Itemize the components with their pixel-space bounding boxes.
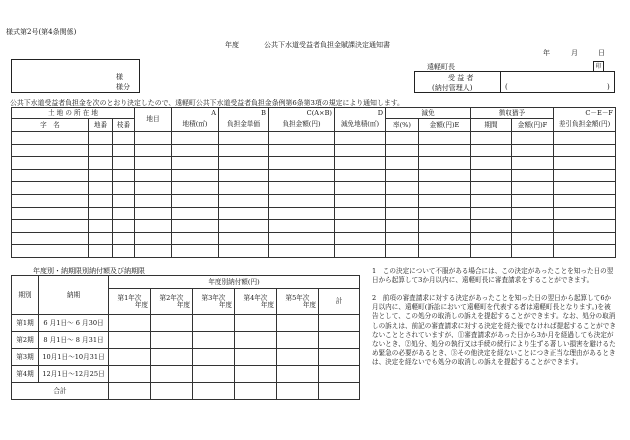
table-cell	[172, 144, 219, 157]
table-cell	[113, 207, 135, 220]
table-cell	[172, 220, 219, 233]
date-month: 月	[571, 49, 578, 57]
table-cell	[471, 182, 512, 195]
h-chimoku: 地目	[135, 108, 172, 132]
table-cell	[12, 245, 89, 258]
table-cell	[219, 132, 269, 145]
h-amount: 負担金額(円)	[269, 119, 335, 132]
table-cell	[386, 157, 419, 170]
table-cell	[419, 220, 471, 233]
table-cell	[172, 157, 219, 170]
table-cell	[113, 194, 135, 207]
table-cell	[113, 169, 135, 182]
table-cell	[89, 194, 113, 207]
table-cell	[269, 144, 335, 157]
installment-title: 年度別・納期限別納付額及び納期限	[33, 267, 145, 275]
table-cell	[135, 144, 172, 157]
table-cell	[172, 194, 219, 207]
table-cell	[335, 132, 386, 145]
issuer-name: 遠軽町長	[427, 63, 455, 71]
h-nouki: 納期	[39, 276, 109, 315]
h-period: 期間	[471, 119, 512, 132]
table-cell	[471, 194, 512, 207]
note-2: 2 前項の審査請求に対する決定があったことを知った日の翌日から起算して6か月以内に、遠軽町(訴訟において遠軽町を代表する者は遠軽町長となります。)を被告として、この処分の取消しの訴えを提起することができます。なお、処分の取消しの訴えは、前記の審査請求に対する決定を経た後でなければ提起することができないこととされていますが、①審査請求があった日から3か月を経過しても決定がないとき、②処分、処分の執行又は手続の続行により生ずる著しい損害を避けるため緊急の必要があるとき、③その他決定を経ないことにつき正当な理由があるときは、決定を経ないでも処分の取消しの訴えを提起することができます。	[372, 294, 616, 367]
table-cell	[269, 232, 335, 245]
beneficiary-paren-close: )	[607, 83, 610, 91]
table-row	[12, 157, 616, 170]
table-cell	[12, 220, 89, 233]
h-year-4: 第4年次 年度	[235, 289, 277, 315]
table-cell	[554, 157, 616, 170]
table-cell	[89, 207, 113, 220]
table-row	[12, 132, 616, 145]
table-cell	[12, 169, 89, 182]
h-area: 地積(㎡)	[172, 119, 219, 132]
table-cell	[554, 182, 616, 195]
term-2: 第2期	[12, 332, 39, 349]
table-cell	[219, 207, 269, 220]
h-A: A	[172, 108, 219, 119]
table-row	[12, 194, 616, 207]
table-cell	[554, 169, 616, 182]
table-cell	[113, 144, 135, 157]
beneficiary-paren-open: (	[505, 83, 508, 91]
table-cell	[512, 132, 554, 145]
note-1: 1 この決定について不服がある場合には、この決定があったことを知った日の翌日から起算して3か月以内に、遠軽町長に審査請求をすることができます。	[372, 267, 614, 285]
table-cell	[419, 194, 471, 207]
table-cell	[335, 144, 386, 157]
table-row	[12, 207, 616, 220]
table-cell	[386, 220, 419, 233]
seal-mark: 印	[593, 61, 604, 72]
form-id: 様式第2号(第4条関係)	[6, 28, 77, 36]
table-cell	[219, 194, 269, 207]
period-4: 12月1日～12月25日	[39, 366, 109, 383]
table-cell	[419, 132, 471, 145]
term-1: 第1期	[12, 315, 39, 332]
table-cell	[386, 232, 419, 245]
table-cell	[135, 245, 172, 258]
table-cell	[172, 245, 219, 258]
table-cell	[89, 157, 113, 170]
table-cell	[512, 232, 554, 245]
table-cell	[172, 182, 219, 195]
table-cell	[335, 182, 386, 195]
table-cell	[89, 182, 113, 195]
table-cell	[386, 132, 419, 145]
title-year: 年度	[225, 41, 239, 49]
h-rate: 率(%)	[386, 119, 419, 132]
h-unit: 負担金単価	[219, 119, 269, 132]
table-cell	[335, 232, 386, 245]
table-cell	[335, 245, 386, 258]
table-cell	[471, 232, 512, 245]
table-cell	[269, 169, 335, 182]
table-cell	[89, 144, 113, 157]
table-cell	[219, 245, 269, 258]
table-cell	[219, 169, 269, 182]
h-CEF: C－E－F	[554, 108, 616, 119]
table-cell	[512, 144, 554, 157]
table-cell	[135, 182, 172, 195]
table-cell	[89, 232, 113, 245]
assessment-table	[11, 107, 616, 258]
table-cell	[386, 144, 419, 157]
table-cell	[219, 144, 269, 157]
table-cell	[512, 182, 554, 195]
table-cell	[512, 169, 554, 182]
table-cell	[419, 245, 471, 258]
h-yearly: 年度別納付額(円)	[109, 276, 360, 289]
table-cell	[386, 194, 419, 207]
table-cell	[113, 157, 135, 170]
table-cell	[12, 232, 89, 245]
table-cell	[554, 207, 616, 220]
h-genmen: 減免	[386, 108, 471, 119]
table-row	[12, 220, 616, 233]
h-total: 計	[319, 289, 360, 315]
intro-text: 公共下水道受益者負担金を次のとおり決定したので、遠軽町公共下水道受益者負担金条例第6条第3項の規定により通知します。	[10, 99, 404, 107]
table-cell	[471, 220, 512, 233]
table-cell	[113, 245, 135, 258]
table-row	[12, 245, 616, 258]
table-cell	[269, 245, 335, 258]
table-cell	[113, 132, 135, 145]
h-CAB: C(A×B)	[269, 108, 335, 119]
h-kibetsu: 期別	[12, 276, 39, 315]
table-cell	[386, 207, 419, 220]
table-cell	[335, 207, 386, 220]
table-cell	[471, 207, 512, 220]
table-cell	[135, 132, 172, 145]
table-cell	[386, 169, 419, 182]
table-cell	[419, 157, 471, 170]
h-net: 差引負担金額(円)	[554, 119, 616, 132]
table-cell	[89, 132, 113, 145]
date-year: 年	[543, 49, 550, 57]
table-cell	[135, 207, 172, 220]
table-cell	[219, 182, 269, 195]
term-3: 第3期	[12, 349, 39, 366]
beneficiary-label: 受 益 者	[448, 74, 474, 82]
table-cell	[12, 207, 89, 220]
table-row	[12, 169, 616, 182]
table-cell	[12, 132, 89, 145]
h-chiban: 地番	[89, 119, 113, 132]
h-B: B	[219, 108, 269, 119]
table-cell	[219, 220, 269, 233]
table-cell	[419, 144, 471, 157]
term-4: 第4期	[12, 366, 39, 383]
table-cell	[89, 220, 113, 233]
table-cell	[12, 144, 89, 157]
table-cell	[269, 182, 335, 195]
table-cell	[269, 194, 335, 207]
table-cell	[269, 132, 335, 145]
table-cell	[512, 194, 554, 207]
table-row	[12, 182, 616, 195]
table-row	[12, 232, 616, 245]
table-cell	[12, 182, 89, 195]
addressee-sama: 様	[116, 73, 123, 81]
table-cell	[269, 157, 335, 170]
table-cell	[135, 169, 172, 182]
table-cell	[219, 232, 269, 245]
period-3: 10月1日～10月31日	[39, 349, 109, 366]
table-cell	[471, 132, 512, 145]
h-genmen-amount: 金額(円)E	[419, 119, 471, 132]
table-cell	[113, 220, 135, 233]
table-cell	[269, 220, 335, 233]
h-exempt-area: 減免地積(㎡)	[335, 119, 386, 132]
page-title: 公共下水道受益者負担金賦課決定通知書	[264, 41, 390, 49]
date-day: 日	[598, 49, 605, 57]
table-cell	[386, 245, 419, 258]
table-cell	[419, 232, 471, 245]
h-D: D	[335, 108, 386, 119]
table-cell	[135, 232, 172, 245]
h-year-5: 第5年次 年度	[277, 289, 319, 315]
table-cell	[554, 144, 616, 157]
table-cell	[512, 157, 554, 170]
table-cell	[471, 157, 512, 170]
table-cell	[335, 194, 386, 207]
h-location: 土 地 の 所 在 地	[12, 108, 135, 119]
table-cell	[335, 157, 386, 170]
h-yuyo: 徴収猶予	[471, 108, 554, 119]
table-cell	[554, 194, 616, 207]
total-label: 合計	[12, 383, 109, 400]
table-cell	[554, 132, 616, 145]
table-cell	[419, 182, 471, 195]
table-cell	[554, 220, 616, 233]
table-cell	[89, 169, 113, 182]
table-cell	[554, 245, 616, 258]
h-yuyo-amount: 金額(円)F	[512, 119, 554, 132]
table-row	[12, 144, 616, 157]
beneficiary-sub-label: (納付管理人)	[432, 84, 473, 92]
table-cell	[419, 169, 471, 182]
table-cell	[471, 245, 512, 258]
h-year-3: 第3年次 年度	[193, 289, 235, 315]
table-cell	[135, 194, 172, 207]
table-cell	[512, 245, 554, 258]
table-cell	[135, 220, 172, 233]
addressee-kakari: 様分	[116, 83, 130, 91]
table-cell	[135, 157, 172, 170]
table-cell	[172, 132, 219, 145]
table-cell	[419, 207, 471, 220]
table-cell	[269, 207, 335, 220]
installment-table	[11, 275, 360, 400]
table-cell	[12, 157, 89, 170]
table-cell	[335, 220, 386, 233]
table-cell	[113, 182, 135, 195]
h-year-1: 第1年次 年度	[109, 289, 151, 315]
h-edaban: 枝番	[113, 119, 135, 132]
table-cell	[386, 182, 419, 195]
table-cell	[512, 220, 554, 233]
table-cell	[219, 157, 269, 170]
period-1: 6 月1日～ 6 月30日	[39, 315, 109, 332]
table-cell	[172, 207, 219, 220]
table-cell	[335, 169, 386, 182]
table-cell	[471, 169, 512, 182]
table-cell	[172, 232, 219, 245]
table-cell	[172, 169, 219, 182]
table-cell	[554, 232, 616, 245]
table-cell	[113, 232, 135, 245]
table-cell	[12, 194, 89, 207]
table-cell	[89, 245, 113, 258]
table-cell	[471, 144, 512, 157]
h-year-2: 第2年次 年度	[151, 289, 193, 315]
h-aza: 字 名	[12, 119, 89, 132]
period-2: 8 月1日～ 8 月31日	[39, 332, 109, 349]
table-cell	[512, 207, 554, 220]
